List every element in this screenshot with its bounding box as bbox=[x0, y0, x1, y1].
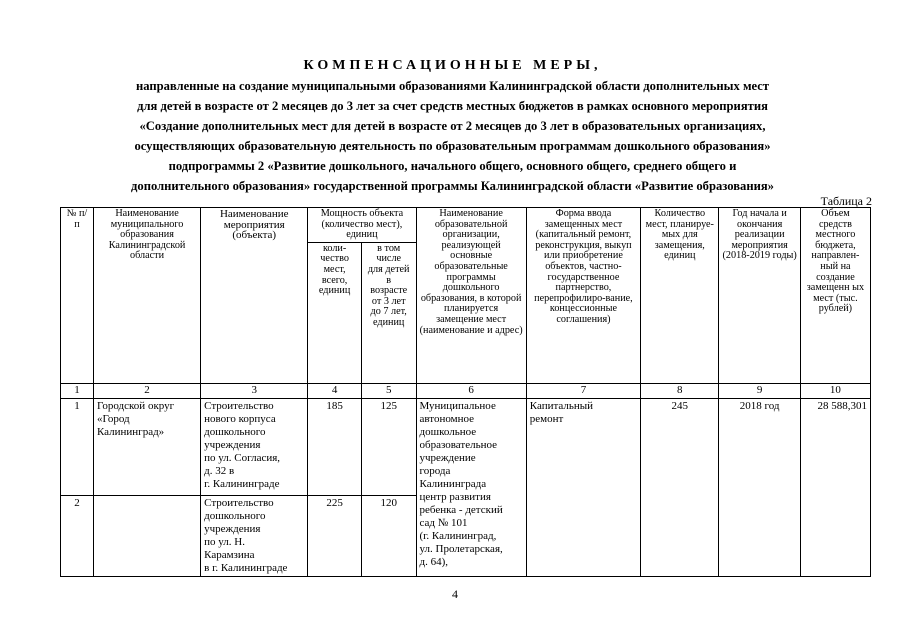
header-event: Наименование мероприятия (объекта) bbox=[201, 208, 308, 384]
header-municipality: Наименование муниципального образования Калининградской области bbox=[93, 208, 200, 384]
document-subtitle bbox=[40, 76, 865, 196]
header-capacity: Мощность объекта (количество мест), единиц bbox=[308, 208, 416, 243]
row-places: 245 bbox=[641, 398, 719, 576]
column-number: 2 bbox=[93, 383, 200, 398]
subtitle-line: для детей в возрасте от 2 месяцев до 3 лет за счет средств местных бюджетов в рамках основного мероприятия bbox=[137, 99, 768, 113]
column-number: 10 bbox=[800, 383, 870, 398]
row-municipality: Городской округ «Город Калининград» bbox=[93, 398, 200, 495]
row-event: Строительство дошкольного учреждения по ул. Н. Карамзина в г. Калининграде bbox=[201, 495, 308, 576]
row-total: 185 bbox=[308, 398, 362, 495]
subtitle-line: дополнительного образования» государственной программы Калининградской области «Развитие образования» bbox=[131, 179, 774, 193]
row-event: Строительство нового корпуса дошкольного учреждения по ул. Согласия, д. 32 в г. Калининграде bbox=[201, 398, 308, 495]
header-organization: Наименование образовательной организации, реализующей основные образовательные программы дошкольного образования, в которой планируется замещение мест (наименование и адрес) bbox=[416, 208, 526, 384]
column-number: 5 bbox=[361, 383, 416, 398]
row-age-3-7: 120 bbox=[361, 495, 416, 576]
column-number: 8 bbox=[641, 383, 719, 398]
column-number: 7 bbox=[526, 383, 640, 398]
row-municipality-empty bbox=[93, 495, 200, 576]
row-organization: Муниципальное автономное дошкольное образовательное учреждение города Калининграда центр развития ребенка - детский сад № 101 (г. Калининград, ул. Пролетарская, д. 64), bbox=[416, 398, 526, 576]
column-number: 3 bbox=[201, 383, 308, 398]
document-title: КОМПЕНСАЦИОННЫЕ МЕРЫ, bbox=[303, 58, 602, 73]
row-total: 225 bbox=[308, 495, 362, 576]
column-number: 9 bbox=[719, 383, 800, 398]
header-row bbox=[61, 208, 871, 243]
row-age-3-7: 125 bbox=[361, 398, 416, 495]
column-number: 1 bbox=[61, 383, 94, 398]
subtitle-line: осуществляющих образовательную деятельность по образовательным программам дошкольного образования» bbox=[134, 139, 771, 153]
subtitle-line: направленные на создание муниципальными образованиями Калининградской области дополнительных мест bbox=[135, 79, 770, 93]
subtitle-line: подпрограммы 2 «Развитие дошкольного, начального общего, основного общего, среднего общего и bbox=[168, 159, 737, 173]
page-number: 4 bbox=[452, 587, 458, 601]
table-row bbox=[61, 398, 871, 495]
row-form: Капитальный ремонт bbox=[526, 398, 640, 576]
row-num: 2 bbox=[61, 495, 94, 576]
header-places: Количество мест, планируе-мых для замещения, единиц bbox=[641, 208, 719, 384]
column-number-row bbox=[61, 383, 871, 398]
header-amount: Объем средств местного бюджета, направлен-ный на создание замещенн ых мест (тыс. рублей) bbox=[800, 208, 870, 384]
subtitle-line: «Создание дополнительных мест для детей в возрасте от 2 месяцев до 3 лет в образовательных организациях, bbox=[139, 119, 766, 133]
header-year: Год начала и окончания реализации мероприятия (2018-2019 годы) bbox=[719, 208, 800, 384]
row-year: 2018 год bbox=[719, 398, 800, 576]
compensation-table bbox=[60, 207, 871, 577]
table-label: Таблица 2 bbox=[820, 194, 872, 208]
header-total: коли- чество мест, всего, единиц bbox=[308, 242, 362, 383]
row-num: 1 bbox=[61, 398, 94, 495]
column-number: 4 bbox=[308, 383, 362, 398]
row-amount: 28 588,301 bbox=[800, 398, 870, 576]
column-number: 6 bbox=[416, 383, 526, 398]
header-form: Форма ввода замещенных мест (капитальный ремонт, реконструкция, выкуп или приобретение объектов, частно-государственное партнерство, перепрофилиро-вание, концессионные соглашения) bbox=[526, 208, 640, 384]
header-num: № п/п bbox=[61, 208, 94, 384]
header-age-3-7: в том числе для детей в возрасте от 3 лет до 7 лет, единиц bbox=[361, 242, 416, 383]
